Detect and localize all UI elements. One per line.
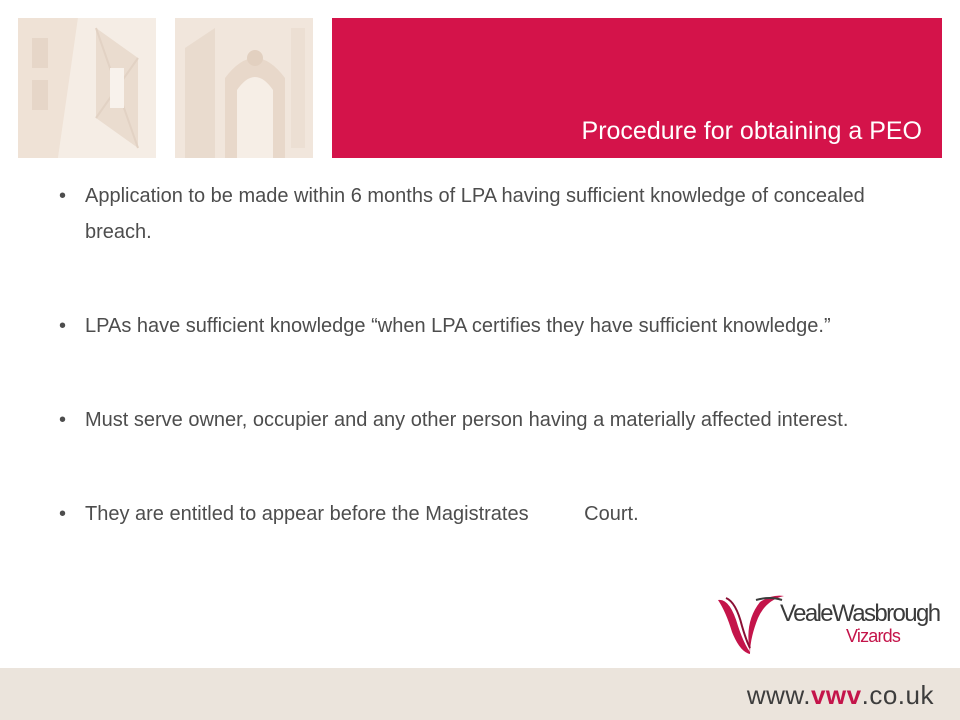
footer-band — [0, 668, 960, 720]
bullet-item — [55, 178, 875, 250]
bullet-item — [55, 496, 875, 532]
logo-swoosh-icon — [716, 592, 786, 656]
title-bar — [332, 18, 942, 158]
bullet-item — [55, 308, 875, 344]
bullet-text: They are entitled to appear before the Magistrates Court. — [85, 503, 639, 525]
logo-subwordmark: Vizards — [846, 626, 901, 646]
header-photo-archway — [175, 18, 313, 158]
bullet-text: Application to be made within 6 months of LPA having sufficient knowledge of concealed breach. — [85, 185, 865, 243]
url-highlight: vwv — [810, 680, 862, 710]
bullet-glyph: • — [59, 503, 67, 525]
bullet-glyph: • — [59, 315, 67, 337]
bullet-text: Must serve owner, occupier and any other person having a materially affected interest. — [85, 409, 849, 431]
bullet-item — [55, 402, 875, 438]
company-logo — [716, 592, 946, 656]
footer-website — [747, 680, 934, 711]
bullet-text: LPAs have sufficient knowledge “when LPA certifies they have sufficient knowledge.” — [85, 315, 831, 337]
bullet-glyph: • — [59, 409, 67, 431]
bullet-list — [55, 178, 875, 532]
url-prefix: www. — [746, 680, 811, 710]
url-suffix: .co.uk — [861, 680, 934, 710]
logo-wordmark: VealeWasbrough — [780, 600, 940, 627]
slide-title: Procedure for obtaining a PEO — [581, 117, 922, 145]
bullet-glyph: • — [59, 185, 67, 207]
header-photo-building — [18, 18, 156, 158]
